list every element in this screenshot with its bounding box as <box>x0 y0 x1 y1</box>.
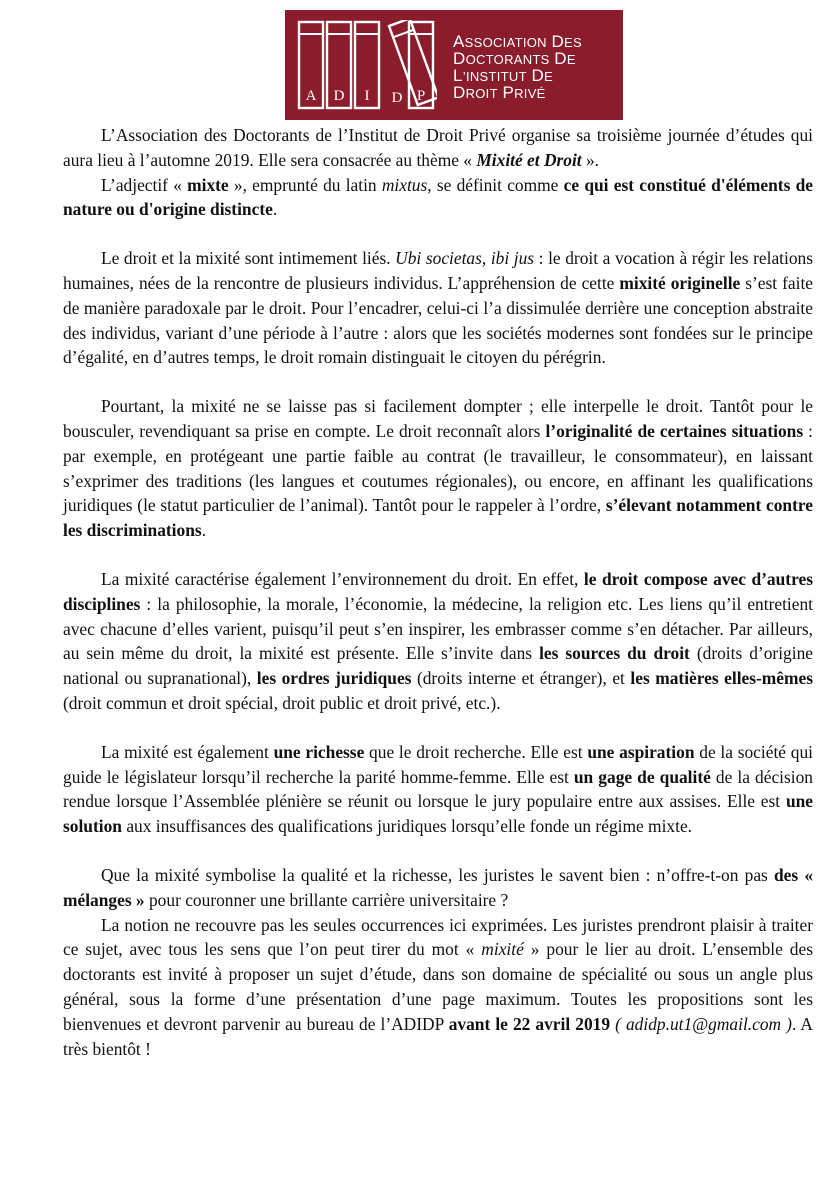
call-for-papers-paragraph <box>63 913 813 1062</box>
text-run: ce qui est constitué d'éléments de nature ou d'origine distincte <box>63 174 813 220</box>
text-run: les matières elles-mêmes <box>630 668 813 689</box>
text-run: des « mélanges » <box>63 864 814 910</box>
text-run: L’adjectif « <box>101 174 188 195</box>
text-run: : la philosophie, la morale, l’économie, la médecine, la religion etc. Les liens qu’il entretient avec chacune d’elles varient, puisqu’il peut s’en inspirer, les embrasser comme s’en détacher. Par ailleurs, au sein même du droit, la mixité est présente. Elle s’invite dans <box>63 593 813 664</box>
text-run: ( adidp.ut1@gmail.com ) <box>615 1013 792 1034</box>
logo-wordmark <box>453 34 582 102</box>
books-icon <box>297 20 437 112</box>
body-paragraph <box>63 863 813 913</box>
text-run: que le droit recherche. Elle est <box>364 741 588 762</box>
text-run: un gage de qualité <box>573 766 711 787</box>
logo-line: L’INSTITUT DE <box>453 66 554 85</box>
text-run: », emprunté du latin <box>228 174 382 195</box>
logo-line: DROIT PRIVÉ <box>453 83 546 102</box>
text-run: l’originalité de certaines situations <box>545 420 804 441</box>
text-run: avant le 22 avril 2019 <box>448 1013 611 1034</box>
text-run: Pourtant, la mixité ne se laisse pas si facilement dompter ; elle interpelle le droit. Tantôt pour le bousculer, revendiquant sa prise en compte. Le droit reconnaît alors <box>63 396 813 441</box>
text-run: Ubi societas, ibi jus <box>395 248 535 269</box>
text-run: s’est faite de manière paradoxale par le droit. Pour l’encadrer, celui-ci l’a dissimulée derrière une conception abstraite des individus, variant d’une période à l’autre : alors que les sociétés modernes sont fondées sur le principe d’égalité, en d’autres temps, le droit romain distinguait le citoyen du pérégrin. <box>63 272 813 368</box>
text-run: Le droit et la mixité sont intimement liés. <box>101 248 396 269</box>
body-paragraph <box>63 246 813 370</box>
body-paragraph <box>63 740 813 839</box>
text-run: une richesse <box>273 741 365 762</box>
text-run: La mixité caractérise également l’environnement du droit. En effet, <box>101 568 584 589</box>
text-run: : par exemple, en protégeant une partie faible au contrat (le travailleur, le consommateur), en laissant s’exprimer des traditions (les langues et coutumes régionales), ou encore, en affinant les qualifications juridiques (le statut particulier de l’animal). Tantôt pour le rappeler à l’ordre, <box>63 420 813 516</box>
text-run: le droit compose avec d’autres disciplines <box>63 568 813 614</box>
text-run: mixtus <box>381 174 428 195</box>
text-run: les sources du droit <box>539 643 690 664</box>
text-run: (droit commun et droit spécial, droit public et droit privé, etc.). <box>63 692 501 713</box>
text-run: une aspiration <box>587 741 695 762</box>
logo-letter: D <box>391 90 403 106</box>
text-run: Que la mixité symbolise la qualité et la richesse, les juristes le savent bien : n’offre-t-on pas <box>101 864 774 885</box>
text-run: de la décision rendue lorsque l’Assemblée plénière se réunit ou lorsque le jury populaire entre aux assises. Elle est <box>63 766 813 812</box>
text-run: une solution <box>63 791 813 837</box>
text-run: , se définit comme <box>427 174 564 195</box>
text-run: L’Association des Doctorants de l’Institut de Droit Privé organise sa troisième journée d’études qui aura lieu à l’automne 2019. Elle sera consacrée au thème « <box>63 125 813 170</box>
text-run: (droits interne et étranger), et <box>411 668 631 689</box>
text-run: s’élevant notamment contre les discriminations <box>63 495 813 541</box>
logo-letter: A <box>305 88 317 104</box>
document-body <box>63 123 813 1061</box>
body-paragraph <box>63 394 813 543</box>
logo-letter: I <box>364 88 370 104</box>
text-run: . <box>201 520 207 541</box>
text-run: . <box>272 199 278 220</box>
text-run: Mixité et Droit <box>476 149 582 170</box>
intro-paragraph <box>63 123 813 173</box>
text-run: La mixité est également <box>101 741 274 762</box>
text-run: de la société qui guide le législateur lorsqu’il recherche la parité homme-femme. Elle est <box>63 741 813 787</box>
logo-line: ASSOCIATION DES <box>453 32 582 51</box>
text-run: (droits d’origine national ou supranational), <box>63 643 813 689</box>
definition-paragraph <box>63 173 813 223</box>
text-run: ». <box>581 149 600 170</box>
logo-line: DOCTORANTS DE <box>453 49 576 68</box>
text-run: mixité originelle <box>619 272 741 293</box>
body-paragraph <box>63 567 813 716</box>
logo-letter: P <box>416 88 426 104</box>
text-run: La notion ne recouvre pas les seules occurrences ici exprimées. Les juristes prendront plaisir à traiter ce sujet, avec tous les sens que l’on peut tirer du mot « <box>63 914 813 960</box>
text-run: . A très bientôt ! <box>63 1013 813 1059</box>
association-logo <box>285 10 623 120</box>
text-run: mixité <box>481 939 524 960</box>
text-run: pour couronner une brillante carrière universitaire ? <box>144 889 509 910</box>
text-run: les ordres juridiques <box>256 668 412 689</box>
text-run: aux insuffisances des qualifications juridiques lorsqu’elle fonde un régime mixte. <box>121 816 693 837</box>
text-run: mixte <box>187 174 229 195</box>
logo-letter: D <box>333 88 345 104</box>
text-run: » pour le lier au droit. L’ensemble des doctorants est invité à proposer un sujet d’étude, dans son domaine de spécialité ou sous un angle plus général, sous la forme d’une présentation d’une page maximum. Toutes les propositions sont les bienvenues et devront parvenir au bureau de l’ADIDP <box>63 939 813 1034</box>
text-run: : le droit a vocation à régir les relations humaines, nées de la rencontre de plusieurs individus. L’appréhension de cette <box>63 248 813 293</box>
